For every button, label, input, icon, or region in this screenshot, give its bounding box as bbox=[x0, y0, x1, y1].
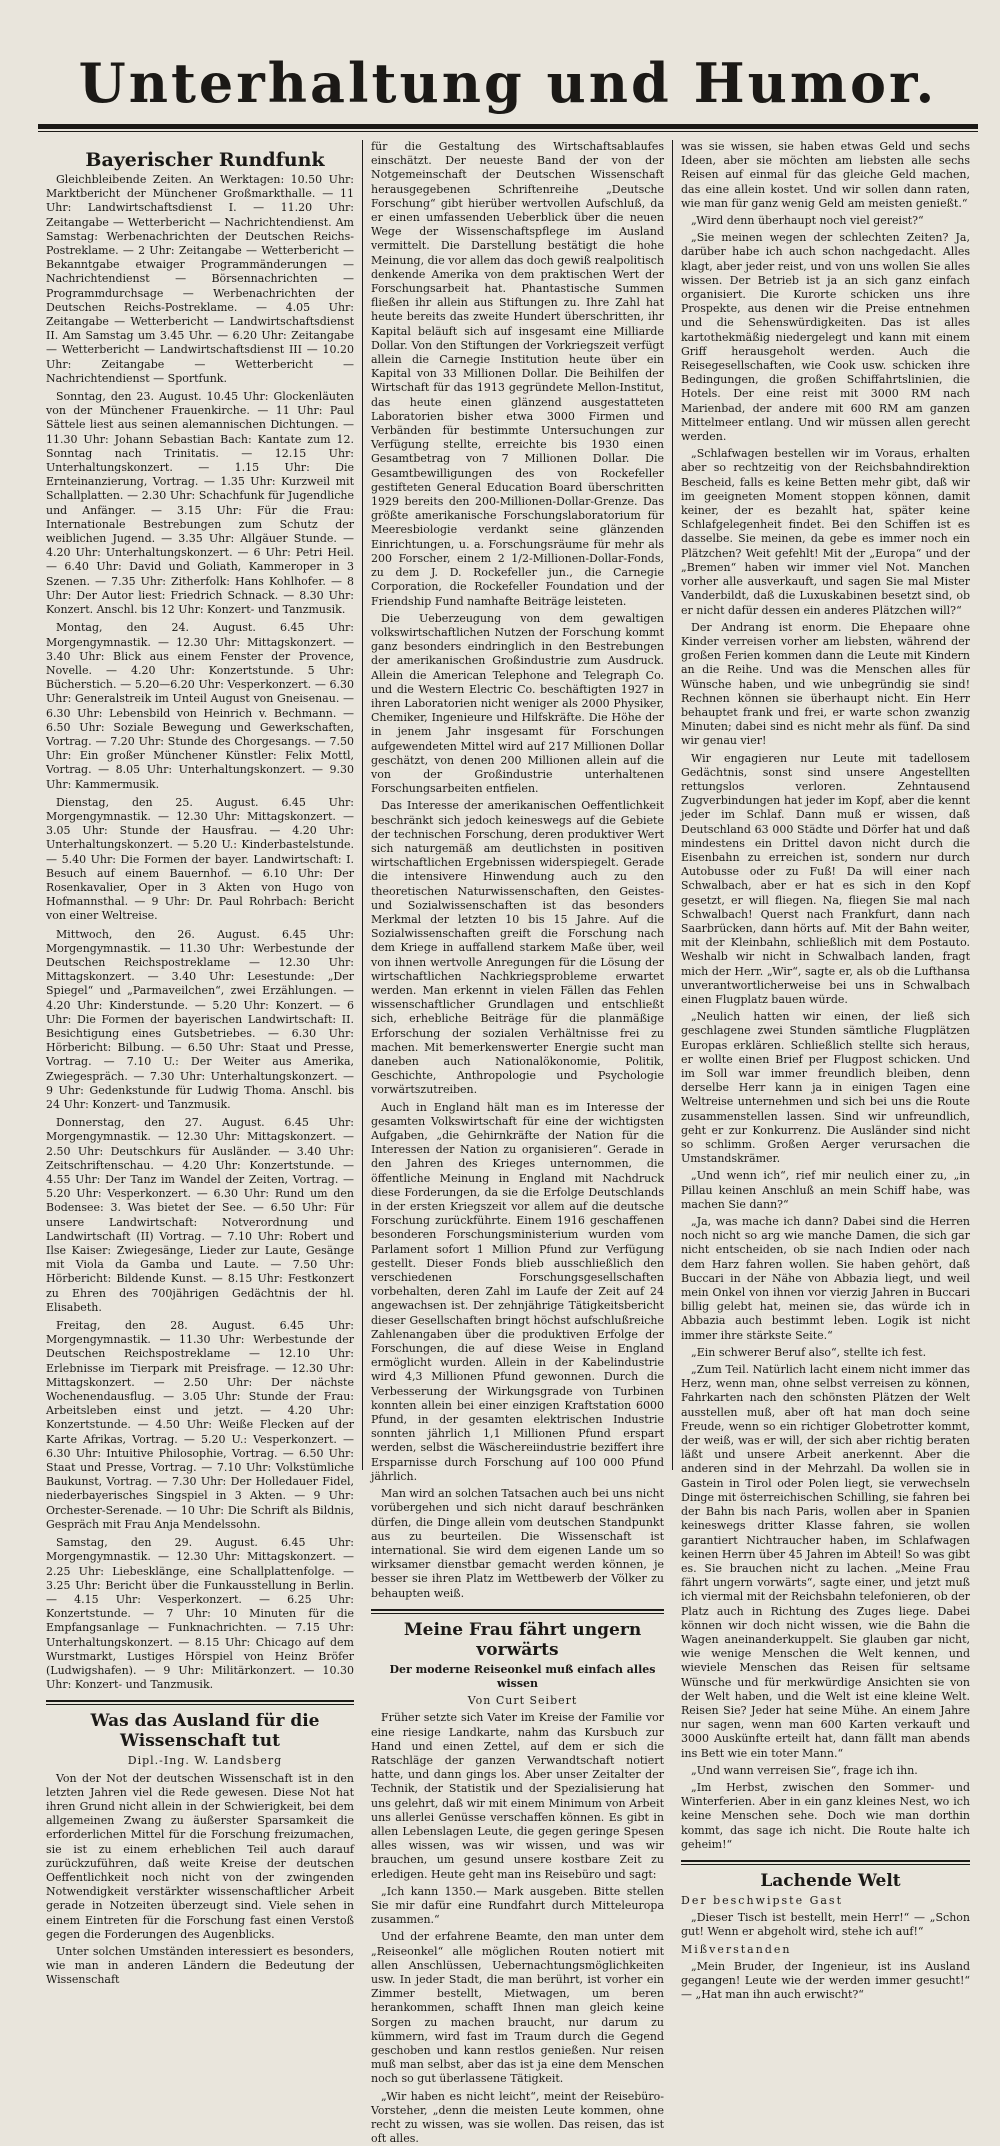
section-divider bbox=[46, 1700, 354, 1702]
column-3 bbox=[673, 140, 978, 2002]
article-paragraph: was sie wissen, sie haben etwas Geld und sechs Ideen, aber sie möchten am liebsten alle sechs Reisen auf einmal für das gleiche Geld machen, das eine allein kostet. Und wir sollen dann raten, wie man für ganz wenig Geld am meisten genießt.“ bbox=[681, 140, 970, 210]
column-2 bbox=[363, 140, 673, 2146]
article-paragraph: „Ich kann 1350.— Mark ausgeben. Bitte stellen Sie mir dafür eine Rundfahrt durch Mitteleuropa zusammen.“ bbox=[371, 1884, 664, 1927]
article-paragraph: „Und wenn ich“, rief mir neulich einer zu, „in Pillau keinen Anschluß an mein Schiff habe, was machen Sie dann?“ bbox=[681, 1169, 970, 1211]
article-paragraph: Man wird an solchen Tatsachen auch bei uns nicht vorübergehen und sich nicht darauf beschränken dürfen, die Dinge allein vom deutschen Standpunkt aus zu beurteilen. Die Wissenschaft ist international. Sie wird dem eigenen Lande um so wirksamer dienstbar gemacht werden können, je besser sie ihren Platz im Wettbewerb der Völker zu behaupten weiß. bbox=[371, 1487, 664, 1600]
article-paragraph: für die Gestaltung des Wirtschaftsablaufes einschätzt. Der neueste Band der von der Notgemeinschaft der Deutschen Wissenschaft herausgegebenen Schriftenreihe „Deutsche Forschung“ gibt hierüber wertvollen Aufschluß, da er einen umfassenden Ueberblick über die neuen Wege der Wissenschaftspflege im Ausland vermittelt. Die Darstellung bestätigt die hohe Meinung, die vor allem das doch gewiß realpolitisch denkende Amerika von dem praktischen Wert der Forschungsarbeit hat. Phantastische Summen fließen ihr allein aus Stiftungen zu. Ihre Zahl hat heute bereits das zweite Hundert überschritten, ihr Kapital beläuft sich auf insgesamt eine Milliarde Dollar. Von den Stiftungen der Vorkriegszeit verfügt allein die Carnegie Institution heute über ein Kapital von 33 Millionen Dollar. Die Beihilfen der Wirtschaft für das 1913 gegründete Mellon-Institut, das heute einen glänzend ausgestatteten Laboratorien bisher etwa 3000 Firmen und Verbänden für bestimmte Untersuchungen zur Verfügung stellte, erreichte bis 1930 einen Gesamtbetrag von 7 Millionen Dollar. Die Gesamtbewilligungen des von Rockefeller gestifteten General Education Board überschritten 1929 bereits den 200-Millionen-Dollar-Grenze. Das größte amerikanische Forschungslaboratorium für Meeresbiologie verdankt seine glänzenden Einrichtungen, u. a. Forschungsräume für mehr als 200 Forscher, einem 2 1/2-Millionen-Dollar-Fonds, zu dem J. D. Rockefeller jun., die Carnegie Corporation, die Rockefeller Foundation und der Friendship Fund namhafte Beiträge leisteten. bbox=[371, 140, 664, 608]
program-entry: Gleichbleibende Zeiten. An Werktagen: 10.50 Uhr: Marktbericht der Münchener Großmarkthalle. — 11 Uhr: Landwirtschaftsdienst I. — 11.20 Uhr: Zeitangabe — Wetterbericht — Nachrichtendienst. Am Samstag: Werbenachrichten der Deutschen Reichs-Postreklame. — 2 Uhr: Zeitangabe — Wetterbericht — Bekanntgabe etwaiger Programmänderungen — Nachrichtendienst — Börsennachrichten — Programmdurchsage — Werbenachrichten der Deutschen Reichs-Postreklame. — 4.05 Uhr: Zeitangabe — Wetterbericht — Landwirtschaftsdienst II. Am Samstag um 3.45 Uhr. — 6.20 Uhr: Zeitangabe — Wetterbericht — Landwirtschaftsdienst III — 10.20 Uhr: Zeitangabe — Wetterbericht — Nachrichtendienst — Sportfunk. bbox=[46, 173, 354, 385]
frau-byline: Von Curt Seibert bbox=[467, 1694, 578, 1708]
article-paragraph: „Wir haben es nicht leicht“, meint der Reisebüro-Vorsteher, „denn die meisten Leute kommen, ohne recht zu wissen, was sie wollen. Das reisen, das ist oft alles. bbox=[371, 2089, 664, 2146]
article-paragraph: Der Andrang ist enorm. Die Ehepaare ohne Kinder verreisen vorher am liebsten, während der großen Ferien kommen dann die Leute mit Kindern an die Reihe. Und was die Menschen alles für Wünsche haben, und wie unbegründig sie sind! Rechnen können sie überhaupt nicht. Ein Herr behauptet frank und frei, er warte schon zwanzig Minuten; dabei sind es nicht mehr als fünf. Da sind wir genau vier! bbox=[681, 620, 970, 748]
joke-text: „Mein Bruder, der Ingenieur, ist ins Ausland gegangen! Leute wie der werden immer gesucht!“ — „Hat man ihn auch erwischt?“ bbox=[681, 1959, 970, 2002]
ausland-headline: Was das Ausland für die Wissenschaft tut bbox=[90, 1711, 320, 1752]
article-paragraph: Auch in England hält man es im Interesse der gesamten Volkswirtschaft für eine der wichtigsten Aufgaben, „die Gehirnkräfte der Nation für die Interessen der Nation zu organisieren“. Gerade in den Jahren des Krieges unternommen, die öffentliche Meinung in England mit Nachdruck diese Forderungen, da sie die Erfolge Deutschlands in der ersten Kriegszeit vor allem auf die deutsche Forschung zurückführte. Einem 1916 geschaffenen besonderen Forschungsministerium wurden vom Parlament sofort 1 Million Pfund zur Verfügung gestellt. Dieser Fonds blieb ausschließlich den verschiedenen Forschungsgesellschaften vorbehalten, deren Zahl im Laufe der Zeit auf 24 angewachsen ist. Der zehnjährige Tätigkeitsbericht dieser Gesellschaften bringt höchst aufschlußreiche Zahlenangaben über die produktiven Erfolge der Forschungen, die auf diese Weise in England ermöglicht wurden. Allein in der Kabelindustrie wird 4,3 Millionen Pfund gewonnen. Durch die Verbesserung der Wirkungsgrade von Turbinen konnten allein bei einer einzigen Kraftstation 6000 Pfund, in der gesamten elektrischen Industrie sonnten jährlich 1,1 Millionen Pfund erspart werden, selbst die Wäschereiindustrie beziffert ihre Ersparnisse durch Forschung auf 100 000 Pfund jährlich. bbox=[371, 1100, 664, 1483]
article-paragraph: „Zum Teil. Natürlich lacht einem nicht immer das Herz, wenn man, ohne selbst verreisen zu können, Fahrkarten nach den schönsten Plätzen der Welt ausstellen muß, aber oft hat man doch seine Freude, wenn so ein richtiger Globetrotter kommt, der weiß, was er will, der sich aber richtig beraten läßt und unsere Arbeit anerkennt. Aber die anderen sind in der Mehrzahl. Da wollen sie in Gastein in Tirol oder Polen liegt, sie verwechseln Dinge mit österreichischen Schilling, sie fahren bei der Bahn bis nach Paris, wollen aber in Spanien keineswegs dritter Klasse fahren, sie wollen garantiert Nichtraucher haben, im Schlafwagen keinen Herrn über 45 Jahren im Abteil! So was gibt es. Sie brauchen nicht zu lachen. „Meine Frau fährt ungern vorwärts“, sagte einer, und jetzt muß ich viermal mit der Reichsbahn telefonieren, ob der Platz auch in Richtung des Zuges liege. Dabei können wir doch nicht wissen, wie die Bahn die Wagen aneinanderkuppelt. Sie glauben gar nicht, wie wenige Menschen die Welt kennen, und wieviele Menschen das Reisen für seltsame Wünsche und für merkwürdige Ansichten sie von der Welt haben, und die Welt ist eine kleine Welt. Reisen Sie? Jeder hat seine Mühe. An einem Jahre nur sagen, wenn man 600 Karten verkauft und 3000 Auskünfte erteilt hat, dann fällt man abends ins Bett wie ein toter Mann.“ bbox=[681, 1363, 970, 1760]
section-divider-thin bbox=[46, 1704, 354, 1705]
rundfunk-headline: Bayerischer Rundfunk bbox=[85, 149, 325, 171]
program-entry: Samstag, den 29. August. 6.45 Uhr: Morgengymnastik. — 12.30 Uhr: Mittagskonzert. — 2.25 Uhr: Liebesklänge, eine Schallplattenfolge. — 3.25 Uhr: Bericht über die Funkausstellung in Berlin. — 4.15 Uhr: Vesperkonzert. — 6.25 Uhr: Konzertstunde. — 7 Uhr: 10 Minuten für die Empfangsanlage — Funknachrichten. — 7.15 Uhr: Unterhaltungskonzert. — 8.15 Uhr: Chicago auf dem Wurstmarkt, Lustiges Hörspiel von Heinz Bröfer (Ludwigshafen). — 9 Uhr: Militärkonzert. — 10.30 Uhr: Konzert- und Tanzmusik. bbox=[46, 1536, 354, 1692]
article-paragraph: „Schlafwagen bestellen wir im Voraus, erhalten aber so rechtzeitig von der Reichsbahndirektion Bescheid, falls es keine Betten mehr gibt, daß wir im geeigneten Moment stoppen können, damit keiner, der es bezahlt hat, später keine Schlafgelegenheit findet. Bei den Schiffen ist es dasselbe. Sie meinen, da gebe es immer noch ein Plätzchen? Weit gefehlt! Mit der „Europa“ und der „Bremen“ haben wir immer viel Not. Manchen vorher alle ausverkauft, und sagen Sie mal Mister Vanderbildt, daß die Luxuskabinen besetzt sind, ob er nicht dafür dessen ein anderes Plätzchen will?“ bbox=[681, 447, 970, 617]
page-masthead: Unterhaltung und Humor. bbox=[78, 51, 938, 115]
article-paragraph: „Sie meinen wegen der schlechten Zeiten? Ja, darüber habe ich auch schon nachgedacht. Alles klagt, aber jeder reist, und von uns wollen Sie alles wissen. Der Betrieb ist ja an sich ganz einfach organisiert. Die Kurorte schicken uns ihre Prospekte, aus denen wir die Preise entnehmen und die Sehenswürdigkeiten. Das ist alles kartothekmäßig niedergelegt und kann mit einem Griff herausgeholt werden. Auch die Reisegesellschaften, wie Cook usw. schicken ihre Bedingungen, die großen Schiffahrtslinien, die Hotels. Der eine reist mit 3000 RM nach Marienbad, der andere mit 600 RM am ganzen Mittelmeer entlang. Und wir müssen allen gerecht werden. bbox=[681, 231, 970, 444]
article-paragraph: Von der Not der deutschen Wissenschaft ist in den letzten Jahren viel die Rede gewesen. Diese Not hat ihren Grund nicht allein in der Schwierigkeit, bei dem allgemeinen Zwang zu äußerster Sparsamkeit die erforderlichen Mittel für die Forschung freizumachen, sie ist zu einem erheblichen Teil auch darauf zurückzuführen, daß weite Kreise der deutschen Oeffentlichkeit noch nicht von der zwingenden Notwendigkeit verstärkter wissenschaftlicher Arbeit gerade in Notzeiten überzeugt sind. Viele sehen in einem Eintreten für die Forschung fast einen Verstoß gegen die Forderungen des Augenblicks. bbox=[46, 1771, 354, 1941]
joke-text: „Dieser Tisch ist bestellt, mein Herr!“ — „Schon gut! Wenn er abgeholt wird, stehe ich auf!“ bbox=[681, 1911, 970, 1939]
article-paragraph: „Ja, was mache ich dann? Dabei sind die Herren noch nicht so arg wie manche Damen, die sich gar nicht entscheiden, ob sie nach Indien oder nach dem Harz fahren wollen. Sie haben gehört, daß Buccari in der Nähe von Abbazia liegt, und weil mein Onkel von ihnen vor vierzig Jahren in Buccari billig gelebt hat, meinen sie, das würde ich in Abbazia auch bestimmt leben. Logik ist nicht immer ihre stärkste Seite.“ bbox=[681, 1215, 970, 1342]
article-paragraph: Und der erfahrene Beamte, den man unter dem „Reiseonkel“ alle möglichen Routen notiert mit allen Anschlüssen, Uebernachtungsmöglichkeiten usw. In jeder Stadt, die man berührt, ist vorher ein Zimmer bestellt, Mietwagen, um beren herankommen, schafft Ihnen man gleich keine Sorgen zu machen braucht, nur darum zu kümmern, wird fast im Traum durch die Gegend geschoben und kann restlos genießen. Nur reisen muß man selbst, aber das ist ja eine dem Menschen noch so gut überlassene Tätigkeit. bbox=[371, 1930, 664, 2086]
joke-heading: Der beschwipste Gast bbox=[681, 1893, 843, 1907]
article-paragraph: Früher setzte sich Vater im Kreise der Familie vor eine riesige Landkarte, nahm das Kursbuch zur Hand und einen Zettel, auf dem er sich die Ratschläge der ganzen Verwandtschaft notiert hatte, und dann gings los. Aber unser Zeitalter der Technik, der Statistik und der Spezialisierung hat uns gelehrt, daß wir mit einem Minimum von Arbeit uns allerlei Genüsse verschaffen können. Es gibt in allen Lebenslagen Leute, die gegen geringe Spesen alles wissen, was wir wissen, und was wir brauchen, um gesund unsere kostbare Zeit zu erledigen. Heute geht man ins Reisebüro und sagt: bbox=[371, 1711, 664, 1881]
columns bbox=[38, 140, 978, 2146]
article-paragraph: Wir engagieren nur Leute mit tadellosem Gedächtnis, sonst sind unsere Angestellten rettungslos verloren. Zehntausend Zugverbindungen hat jeder im Kopf, aber die kennt jeder im Schlaf. Dann muß er wissen, daß Deutschland 63 000 Städte und Dörfer hat und daß mindestens ein Drittel davon nicht durch die Eisenbahn zu erreichen ist, sondern nur durch Autobusse oder zu Fuß! Da will einer nach Schwalbach, aber er hat es sich in den Kopf gesetzt, er will fliegen. Na, fliegen Sie mal nach Schwalbach! Querst nach Frankfurt, dann nach Saarbrücken, dann hörts auf. Mit der Bahn weiter, mit der Kleinbahn, schließlich mit dem Postauto. Weshalb wir nicht in Schwalbach landen, fragt mich der Herr. „Wir“, sagte er, als ob die Lufthansa unverantwortlicherweise bei uns in Schwalbach einen Flugplatz bauen würde. bbox=[681, 751, 970, 1006]
article-paragraph: „Neulich hatten wir einen, der ließ sich geschlagene zwei Stunden sämtliche Flugplätzen Europas erklären. Schließlich stellte sich heraus, er wollte einen Brief per Flugpost schicken. Und im Soll war immer freundlich bleiben, denn derselbe Herr kann ja in einigen Tagen eine Weltreise unternehmen und sich bei uns die Route zusammenstellen lassen. Sind wir unfreundlich, geht er zur Konkurrenz. Die Ausländer sind nicht so schlimm. Großen Aerger verursachen die Umstandskrämer. bbox=[681, 1010, 970, 1166]
lachende-welt-headline: Lachende Welt bbox=[760, 1870, 901, 1891]
program-entry: Dienstag, den 25. August. 6.45 Uhr: Morgengymnastik. — 12.30 Uhr: Mittagskonzert. — 3.05 Uhr: Stunde der Hausfrau. — 4.20 Uhr: Unterhaltungskonzert. — 5.20 U.: Kinderbastelstunde. — 5.40 Uhr: Die Formen der bayer. Landwirtschaft: I. Besuch auf einem Bauernhof. — 6.10 Uhr: Der Rosenkavalier, Oper in 3 Akten von Hugo von Hofmannsthal. — 9 Uhr: Dr. Paul Rohrbach: Bericht von einer Weltreise. bbox=[46, 795, 354, 923]
joke-heading: Mißverstanden bbox=[681, 1942, 792, 1956]
article-paragraph: Das Interesse der amerikanischen Oeffentlichkeit beschränkt sich jedoch keineswegs auf die Gebiete der technischen Forschung, deren produktiver Wert sich naturgemäß am deutlichsten in positiven wirtschaftlichen Ergebnissen widerspiegelt. Gerade die intensivere Hinwendung auch zu den theoretischen Naturwissenschaften, den Geistes- und Sozialwissenschaften ist das besonders Merkmal der letzten 10 bis 15 Jahre. Auf die Sozialwissenschaften greift die Forschung nach dem Kriege in auffallend starkem Maße über, weil von ihnen wertvolle Anregungen für die Lösung der wirtschaftlichen Nachkriegsprobleme erwartet werden. Man erkennt in vielen Fällen das Fehlen wissenschaftlicher Grundlagen und entschließt sich, erhebliche Beiträge für die planmäßige Erforschung der sozialen Verhältnisse frei zu machen. Mit bemerkenswerter Energie sucht man daneben auch Nationalökonomie, Politik, Geschichte, Anthropologie und Psychologie vorwärtszutreiben. bbox=[371, 799, 664, 1097]
column-1 bbox=[38, 140, 363, 1987]
section-divider-thin bbox=[681, 1864, 970, 1865]
article-paragraph: Unter solchen Umständen interessiert es besonders, wie man in anderen Ländern die Bedeutung der Wissenschaft bbox=[46, 1944, 354, 1987]
program-entry: Sonntag, den 23. August. 10.45 Uhr: Glockenläuten von der Münchener Frauenkirche. — 11 Uhr: Paul Sättele liest aus seinen alemannischen Dichtungen. — 11.30 Uhr: Johann Sebastian Bach: Kantate zum 12. Sonntag nach Trinitatis. — 12.15 Uhr: Unterhaltungskonzert. — 1.15 Uhr: Die Ernteinanzierung, Vortrag. — 1.35 Uhr: Kurzweil mit Schallplatten. — 2.30 Uhr: Schachfunk für Jugendliche und Anfänger. — 3.15 Uhr: Für die Frau: Internationale Bestrebungen zum Schutz der weiblichen Jugend. — 3.35 Uhr: Allgäuer Stunde. — 4.20 Uhr: Unterhaltungskonzert. — 6 Uhr: Petri Heil. — 6.40 Uhr: David und Goliath, Kammeroper in 3 Szenen. — 7.35 Uhr: Zitherfolk: Hans Kohlhofer. — 8 Uhr: Der Autor liest: Friedrich Schnack. — 8.30 Uhr: Konzert. Anschl. bis 12 Uhr: Konzert- und Tanzmusik. bbox=[46, 390, 354, 617]
frau-headline: Meine Frau fährt ungern vorwärts bbox=[403, 1619, 642, 1660]
program-entry: Donnerstag, den 27. August. 6.45 Uhr: Morgengymnastik. — 12.30 Uhr: Mittagskonzert. — 2.50 Uhr: Deutschkurs für Ausländer. — 3.40 Uhr: Zeitschriftenschau. — 4.20 Uhr: Konzertstunde. — 4.55 Uhr: Der Tanz im Wandel der Zeiten, Vortrag. — 5.20 Uhr: Vesperkonzert. — 6.30 Uhr: Rund um den Bodensee: 3. Was bietet der See. — 6.50 Uhr: Für unsere Landwirtschaft: Notverordnung und Landwirtschaft (II) Vortrag. — 7.10 Uhr: Robert und Ilse Kaiser: Zwiegesänge, Lieder zur Laute, Gesänge mit Viola da Gamba und Laute. — 7.50 Uhr: Hörbericht: Bildende Kunst. — 8.15 Uhr: Festkonzert zu Ehren des 700jährigen Gedächtnis der hl. Elisabeth. bbox=[46, 1116, 354, 1314]
article-paragraph: „Und wann verreisen Sie“, frage ich ihn. bbox=[691, 1763, 918, 1777]
masthead-rule-thick bbox=[38, 124, 978, 129]
rundfunk-program bbox=[46, 173, 354, 1692]
article-paragraph: „Im Herbst, zwischen den Sommer- und Winterferien. Aber in ein ganz kleines Nest, wo ich keine Menschen sehe. Doch wie man dorthin kommt, das sage ich nicht. Die Route halte ich geheim!“ bbox=[681, 1780, 970, 1851]
section-divider-thin bbox=[371, 1613, 664, 1614]
section-divider bbox=[371, 1609, 664, 1611]
program-entry: Montag, den 24. August. 6.45 Uhr: Morgengymnastik. — 12.30 Uhr: Mittagskonzert. — 3.40 Uhr: Blick aus einem Fenster der Provence, Novelle. — 4.20 Uhr: Konzertstunde. 5 Uhr: Bücherstich. — 5.20—6.20 Uhr: Vesperkonzert. — 6.30 Uhr: Generalstreik im Unteil August von Gneisenau. — 6.30 Uhr: Lebensbild von Heinrich v. Bechmann. — 6.50 Uhr: Soziale Bewegung und Gewerkschaften, Vortrag. — 7.20 Uhr: Stunde des Chorgesangs. — 7.50 Uhr: Ein großer Münchener Künstler: Felix Mottl, Vortrag. — 8.05 Uhr: Unterhaltungskonzert. — 9.30 Uhr: Kammermusik. bbox=[46, 621, 354, 791]
section-divider bbox=[681, 1860, 970, 1862]
article-paragraph: „Ein schwerer Beruf also“, stellte ich fest. bbox=[691, 1345, 927, 1359]
frau-subtitle: Der moderne Reiseonkel muß einfach alles wissen bbox=[389, 1662, 656, 1690]
ausland-byline: Dipl.-Ing. W. Landsberg bbox=[127, 1754, 283, 1768]
program-entry: Mittwoch, den 26. August. 6.45 Uhr: Morgengymnastik. — 11.30 Uhr: Werbestunde der Deutschen Reichspostreklame — 12.30 Uhr: Mittagskonzert. — 3.40 Uhr: Lesestunde: „Der Spiegel“ und „Parmaveilchen“, zwei Erzählungen. — 4.20 Uhr: Kinderstunde. — 5.20 Uhr: Konzert. — 6 Uhr: Die Formen der bayerischen Landwirtschaft: II. Besichtigung eines Gutsbetriebes. — 6.30 Uhr: Hörbericht: Bilbung. — 6.50 Uhr: Staat und Presse, Vortrag. — 7.10 U.: Der Weiter aus Amerika, Zwiegespräch. — 7.30 Uhr: Unterhaltungskonzert. — 9 Uhr: Gedenkstunde für Ludwig Thoma. Anschl. bis 24 Uhr: Konzert- und Tanzmusik. bbox=[46, 927, 354, 1111]
article-paragraph: „Wird denn überhaupt noch viel gereist?“ bbox=[691, 214, 924, 228]
article-paragraph: Die Ueberzeugung von dem gewaltigen volkswirtschaftlichen Nutzen der Forschung kommt ganz besonders eindringlich in den Bestrebungen der amerikanischen Großindustrie zum Ausdruck. Allein die American Telephone and Telegraph Co. und die Western Electric Co. beschäftigten 1927 in ihren Laboratorien nicht weniger als 2000 Physiker, Chemiker, Ingenieure und Hilfskräfte. Die Höhe der in jenem Jahr insgesamt für Forschungen aufgewendeten Mittel wird auf 217 Millionen Dollar geschätzt, von denen 200 Millionen allein auf die von der Großindustrie unterhaltenen Forschungsarbeiten entfielen. bbox=[371, 611, 664, 796]
masthead-rule-thin bbox=[38, 131, 978, 132]
program-entry: Freitag, den 28. August. 6.45 Uhr: Morgengymnastik. — 11.30 Uhr: Werbestunde der Deutschen Reichspostreklame — 12.10 Uhr: Erlebnisse im Tierpark mit Preisfrage. — 12.30 Uhr: Mittagskonzert. — 2.50 Uhr: Der nächste Wochenendausflug. — 3.05 Uhr: Stunde der Frau: Arbeitsleben einst und jetzt. — 4.20 Uhr: Konzertstunde. — 4.50 Uhr: Weiße Flecken auf der Karte Afrikas, Vortrag. — 5.20 U.: Vesperkonzert. — 6.30 Uhr: Intuitive Philosophie, Vortrag. — 6.50 Uhr: Staat und Presse, Vortrag. — 7.10 Uhr: Volkstümliche Baukunst, Vortrag. — 7.30 Uhr: Der Holledauer Fidel, niederbayerisches Singspiel in 3 Akten. — 9 Uhr: Orchester-Serenade. — 10 Uhr: Die Schrift als Bildnis, Gespräch mit Frau Anja Mendelssohn. bbox=[46, 1319, 354, 1531]
